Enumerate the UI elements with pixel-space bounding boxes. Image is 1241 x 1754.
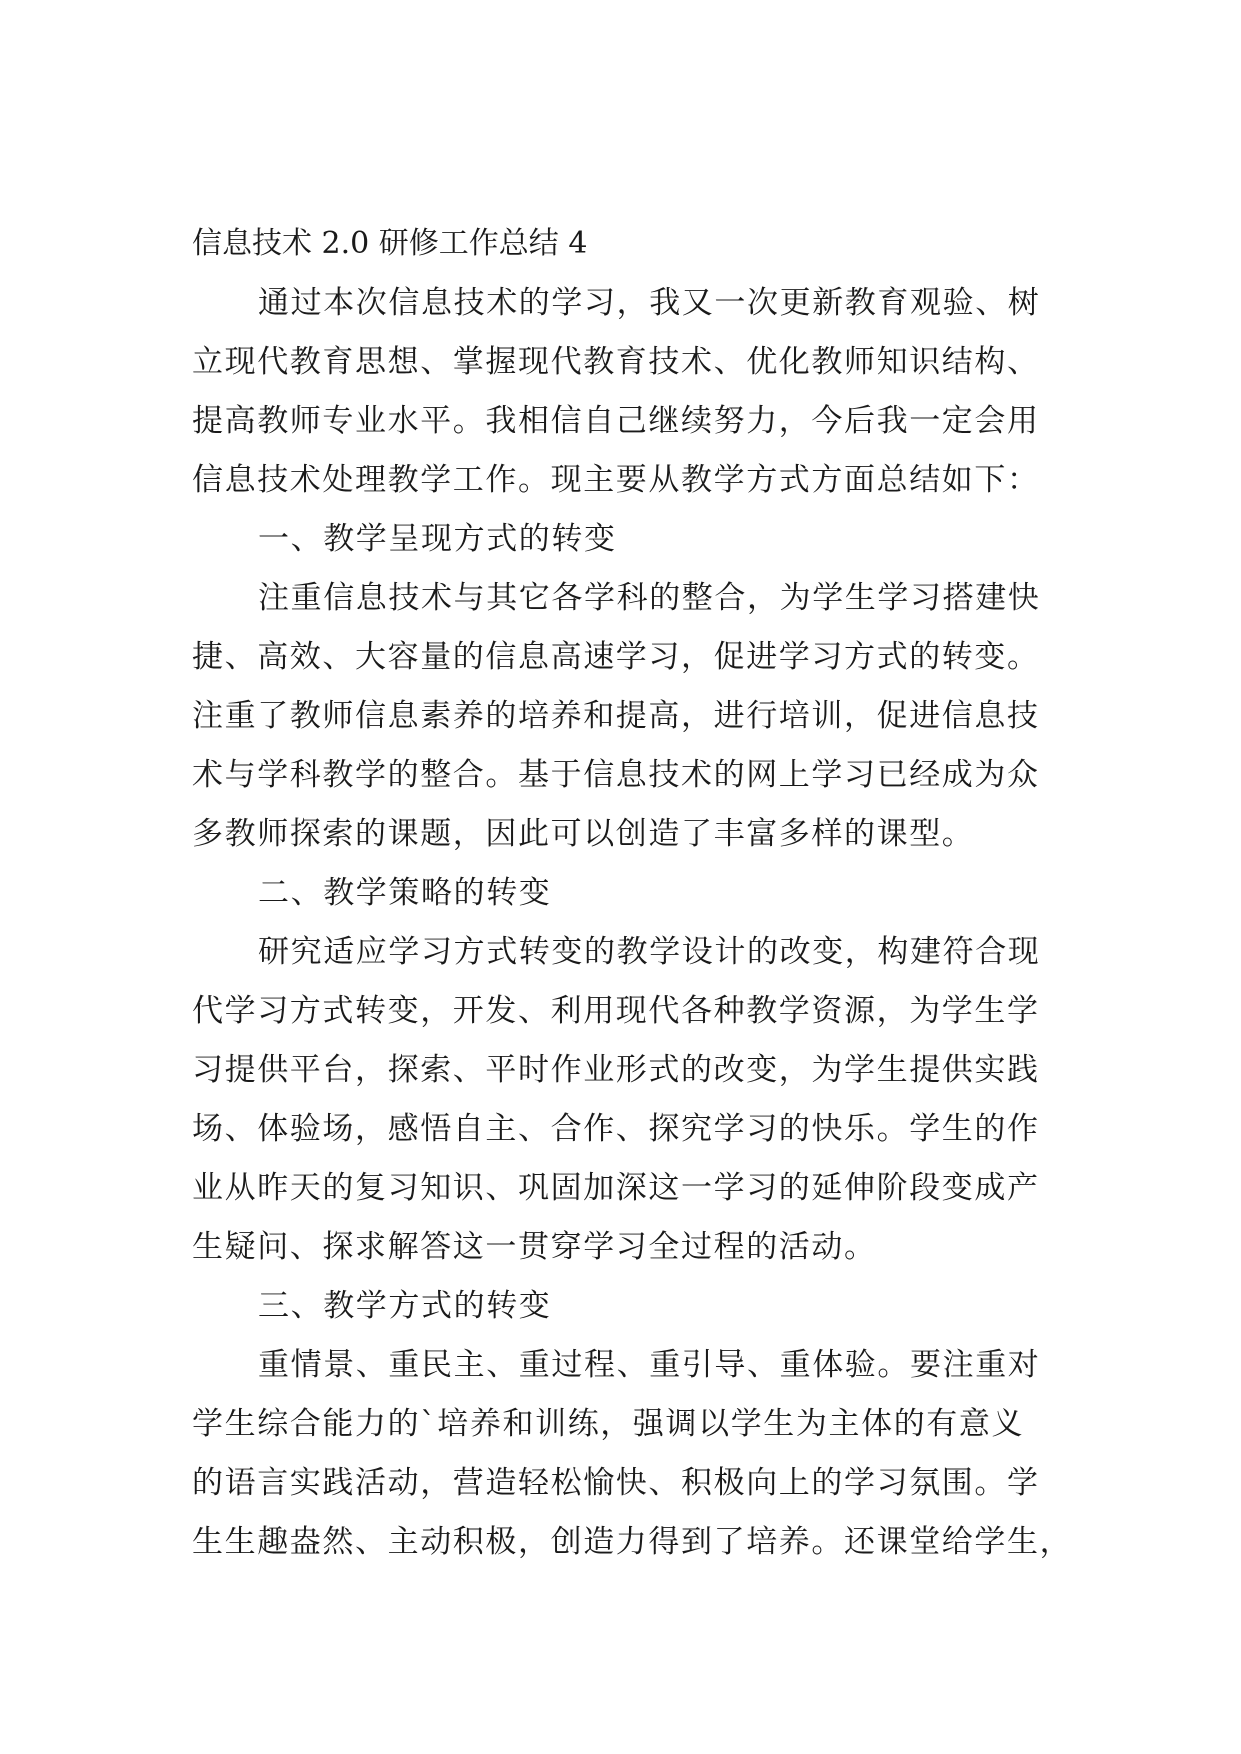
paragraph-2-line-4: 术与学科教学的整合。基于信息技术的网上学习已经成为众	[192, 757, 1040, 793]
paragraph-3-line-4: 场、体验场，感悟自主、合作、探究学习的快乐。学生的作	[192, 1111, 1040, 1147]
paragraph-3-line-5: 业从昨天的复习知识、巩固加深这一学习的延伸阶段变成产	[192, 1170, 1040, 1206]
section-heading-1: 一、教学呈现方式的转变	[258, 521, 617, 557]
paragraph-2-line-3: 注重了教师信息素养的培养和提高，进行培训，促进信息技	[192, 698, 1040, 734]
paragraph-2-line-5: 多教师探索的课题，因此可以创造了丰富多样的课型。	[192, 816, 975, 852]
paragraph-4-line-2: 学生综合能力的`培养和训练，强调以学生为主体的有意义	[192, 1406, 1025, 1442]
section-heading-2: 二、教学策略的转变	[258, 875, 552, 911]
paragraph-2-line-2: 捷、高效、大容量的信息高速学习，促进学习方式的转变。	[192, 639, 1040, 675]
paragraph-4-line-3: 的语言实践活动，营造轻松愉快、积极向上的学习氛围。学	[192, 1465, 1040, 1501]
paragraph-4-line-1: 重情景、重民主、重过程、重引导、重体验。要注重对	[258, 1347, 1041, 1383]
section-heading-3: 三、教学方式的转变	[258, 1288, 552, 1324]
paragraph-1-line-1: 通过本次信息技术的学习，我又一次更新教育观验、树	[258, 285, 1041, 321]
paragraph-3-line-2: 代学习方式转变，开发、利用现代各种教学资源，为学生学	[192, 993, 1040, 1029]
paragraph-1-line-2: 立现代教育思想、掌握现代教育技术、优化教师知识结构、	[192, 344, 1040, 380]
paragraph-4-line-4: 生生趣盎然、主动积极，创造力得到了培养。还课堂给学生，	[192, 1524, 1073, 1560]
paragraph-1-line-3: 提高教师专业水平。我相信自己继续努力，今后我一定会用	[192, 403, 1040, 439]
document-title: 信息技术 2.0 研修工作总结 4	[192, 226, 588, 261]
paragraph-2-line-1: 注重信息技术与其它各学科的整合，为学生学习搭建快	[258, 580, 1041, 616]
paragraph-3-line-3: 习提供平台，探索、平时作业形式的改变，为学生提供实践	[192, 1052, 1040, 1088]
paragraph-3-line-6: 生疑问、探求解答这一贯穿学习全过程的活动。	[192, 1229, 877, 1265]
paragraph-1-line-4: 信息技术处理教学工作。现主要从教学方式方面总结如下：	[192, 462, 1040, 498]
paragraph-3-line-1: 研究适应学习方式转变的教学设计的改变，构建符合现	[258, 934, 1041, 970]
